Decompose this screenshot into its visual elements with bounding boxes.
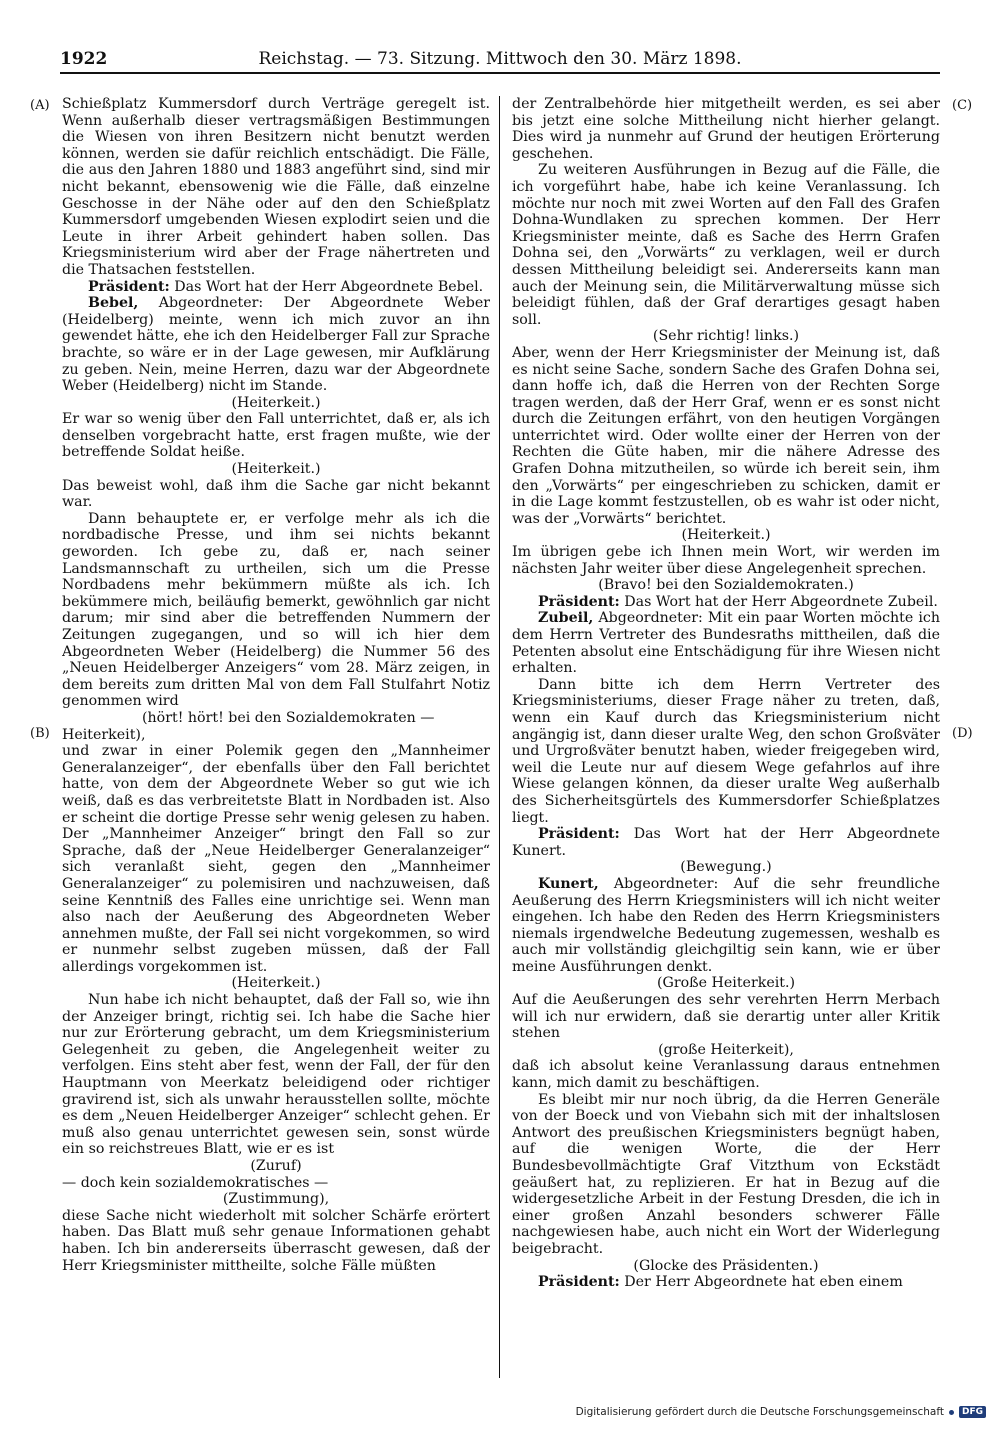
margin-marker-d: (D) (952, 726, 973, 741)
paragraph (512, 527, 940, 544)
paragraph (62, 295, 490, 395)
paragraph (512, 1042, 940, 1059)
paragraph (512, 162, 940, 328)
paragraph-text: der Zentralbehörde hier mitgetheilt werden, es sei aber bis jetzt eine solche Mittheilung nicht hierher gelangt. Dies wird ja nunmehr auf Grund der heutigen Erörterung geschehen. (512, 96, 940, 162)
paragraph-text: — doch kein sozialdemokratisches — (62, 1174, 329, 1191)
speaker-name: Zubeil, (538, 610, 594, 627)
paragraph-text: (hört! hört! bei den Sozialdemokraten — Heiterkeit), (62, 709, 435, 743)
paragraph (512, 1274, 940, 1291)
paragraph (62, 411, 490, 461)
paragraph (512, 328, 940, 345)
paragraph (512, 826, 940, 859)
paragraph-text: (Sehr richtig! links.) (652, 328, 800, 345)
paragraph (512, 1092, 940, 1258)
footer (576, 1406, 986, 1418)
paragraph (62, 1208, 490, 1274)
paragraph (62, 395, 490, 412)
separator-dot-icon (949, 1410, 954, 1415)
paragraph (512, 876, 940, 976)
margin-marker-a: (A) (30, 98, 50, 113)
paragraph (512, 610, 940, 676)
paragraph-text: Abgeordneter: Mit ein paar Worten möchte ich dem Herrn Vertreter des Bundesraths mittheilen, daß die Petenten absolut eine Entschädigung für ihre Wiesen nicht erhalten. (512, 610, 940, 677)
paragraph-text: Er war so wenig über den Fall unterrichtet, daß er, als ich denselben vorgebracht hatte, erst fragen mußte, wie der betreffende Soldat heiße. (62, 411, 490, 461)
paragraph (512, 1058, 940, 1091)
paragraph-text: Das Wort hat der Herr Abgeordnete Kunert. (512, 826, 940, 859)
paragraph (512, 594, 940, 611)
paragraph-text: Dann behauptete er, er verfolge mehr als ich die nordbadische Presse, und ihm sei nichts bekannt geworden. Ich gebe zu, daß er, nach seiner Landsmannschaft zu urtheilen, sich um die Presse Nordbadens mehr bekümmern müßte als ich. Ich bekümmere mich, beiläufig bemerkt, gewöhnlich gar nicht darum; mir sind aber die betreffenden Nummern der Zeitungen zugegangen, und so will ich hier dem Abgeordneten Weber (Heidelberg) die Nummer 56 des „Neuen Heidelberger Anzeigers“ vom 28. März zeigen, in dem bereits zum dritten Mal von dem Fall Stulfahrt Notiz genommen wird (62, 510, 490, 710)
paragraph (512, 1258, 940, 1275)
paragraph-text: Nun habe ich nicht behauptet, daß der Fall so, wie ihn der Anzeiger bringt, richtig sei. Ich habe die Sache hier nur zur Erörterung gebracht, um dem Kriegsministerium Gelegenheit zu geben, die Angelegenheit weiter zu verfolgen. Eins steht aber fest, wenn der Fall, der für den Hauptmann von Meerkatz beleidigend oder richtiger gravirend ist, sich als unwahr herausstellen sollte, möchte es dem „Neuen Heidelberger Anzeiger“ schlecht gehen. Er muß also genau unterrichtet gewesen sein, sonst würde ein so reichstreues Blatt, wie er es ist (62, 992, 490, 1158)
dfg-logo: DFG (959, 1406, 986, 1418)
paragraph-text: Das Wort hat der Herr Abgeordnete Zubeil. (619, 593, 938, 610)
paragraph-text: Der Herr Abgeordnete hat eben einem (619, 1274, 903, 1291)
paragraph (62, 478, 490, 511)
paragraph (62, 1175, 490, 1192)
column-divider (499, 96, 500, 1378)
paragraph-text: Zu weiteren Ausführungen in Bezug auf die Fälle, die ich vorgeführt habe, habe ich keine Veranlassung. Ich möchte nur noch mit zwei Worten auf den Fall des Grafen Dohna-Wundlaken zu sprechen kommen. Der Herr Kriegsminister meinte, daß es Sache des Herrn Grafen Dohna sei, den „Vorwärts“ zu verklagen, weil er durch dessen Mittheilung beleidigt sei. Andererseits kann man auch der Meinung sein, die Militärverwaltung müsse sich beleidigt fühlen, daß der Graf derartiges gesagt haben soll. (512, 162, 940, 328)
paragraph (62, 1191, 490, 1208)
paragraph-text: Abgeordneter: Der Abgeordnete Weber (Heidelberg) meinte, wenn ich mich zuvor an ihn gewendet hätte, ehe ich den Heidelberger Fall zur Sprache brachte, so wäre er in der Lage gewesen, mir Aufklärung zu geben. Nein, meine Herren, dazu war der Abgeordnete Weber (Heidelberg) nicht im Stande. (62, 295, 490, 395)
paragraph (512, 96, 940, 162)
paragraph-text: (Glocke des Präsidenten.) (633, 1257, 819, 1274)
speaker-name: Präsident: (538, 826, 620, 843)
paragraph (512, 975, 940, 992)
right-column (512, 96, 940, 1378)
margin-marker-c: (C) (952, 98, 973, 113)
paragraph (512, 859, 940, 876)
paragraph-text: Dann bitte ich dem Herrn Vertreter des Kriegsministeriums, dieser Frage näher zu treten, daß, wenn ein Kauf durch das Kriegsministerium nicht angängig ist, dann dieser uralte Weg, den schon Großväter und Urgroßväter benutzt haben, wieder freigegeben wird, weil die Leute nur auf diesem Wege gefahrlos auf ihre Wiese gelangen können, da dieser uralte Weg außerhalb des Sicherheitsgürtels des Kummersdorfer Schießplatzes liegt. (512, 676, 940, 826)
paragraph-text: (Bravo! bei den Sozialdemokraten.) (598, 577, 854, 594)
paragraph-text: Das beweist wohl, daß ihm die Sache gar nicht bekannt war. (62, 477, 490, 511)
paragraph-text: Aber, wenn der Herr Kriegsminister der Meinung ist, daß es nicht seine Sache, sondern Sache des Grafen Dohna sei, dann hoffe ich, daß die Herren von der Rechten Sorge tragen werden, daß der Herr Graf, wenn er es sonst nicht durch die Zeitungen erfährt, von den heutigen Vorgängen unterrichtet wird. Oder wollte einer der Herren von der Rechten die Güte haben, mir die nähere Adresse des Grafen Dohna mitzutheilen, so würde ich bereit sein, ihm den „Vorwärts“ per eingeschrieben zu schicken, damit er in die Lage kommt festzustellen, ob es wahr ist oder nicht, was der „Vorwärts“ berichtet. (512, 344, 940, 527)
paragraph (512, 345, 940, 528)
left-column (62, 96, 490, 1378)
paragraph-text: Das Wort hat der Herr Abgeordnete Bebel. (169, 278, 484, 295)
paragraph (512, 677, 940, 826)
paragraph-text: (Große Heiterkeit.) (656, 975, 796, 992)
paragraph-text: diese Sache nicht wiederholt mit solcher Schärfe erörtert haben. Das Blatt muß sehr genaue Informationen gehabt haben. Ich bin andererseits überrascht gewesen, daß der Herr Kriegsminister mittheilte, solche Fälle müßten (62, 1207, 490, 1274)
paragraph-text: (Zuruf) (250, 1158, 302, 1174)
paragraph-text: (Heiterkeit.) (231, 975, 321, 992)
paragraph-text: (große Heiterkeit), (658, 1041, 794, 1058)
paragraph (62, 992, 490, 1158)
paragraph-text: (Bewegung.) (680, 859, 772, 876)
paragraph (512, 992, 940, 1042)
speaker-name: Präsident: (538, 593, 620, 610)
paragraph (62, 1158, 490, 1175)
paragraph (62, 511, 490, 710)
paragraph (62, 96, 490, 279)
speaker-name: Präsident: (538, 1274, 620, 1291)
speaker-name: Präsident: (88, 278, 170, 295)
paragraph-text: (Zustimmung), (222, 1191, 330, 1208)
speaker-name: Kunert, (538, 875, 599, 892)
paragraph-text: (Heiterkeit.) (231, 461, 321, 478)
footer-credit: Digitalisierung gefördert durch die Deutsche Forschungsgemeinschaft (575, 1406, 944, 1418)
paragraph (512, 577, 940, 594)
paragraph-text: (Heiterkeit.) (231, 394, 321, 411)
page-header (60, 46, 940, 72)
paragraph (512, 544, 940, 577)
running-title: Reichstag. — 73. Sitzung. Mittwoch den 30. März 1898. (258, 49, 742, 69)
paragraph (62, 279, 490, 296)
paragraph-text: Schießplatz Kummersdorf durch Verträge geregelt ist. Wenn außerhalb dieser vertragsmäßigen Bestimmungen die Wiesen von ihren Besitzern nicht benutzt werden können, werden sie dafür reichlich entschädigt. Die Fälle, die aus den Jahren 1880 und 1883 angeführt sind, sind mir nicht bekannt, ebensowenig wie die Fälle, daß einzelne Geschosse in der Nähe oder auf den den Schießplatz Kummersdorf umgebenden Wiesen explodirt seien und die Leute in ihrer Arbeit gehindert haben sollen. Das Kriegsministerium wird aber der Frage nähertreten und die Thatsachen feststellen. (62, 96, 490, 278)
paragraph-text: Abgeordneter: Auf die sehr freundliche Aeußerung des Herrn Kriegsministers will ich nicht weiter eingehen. Ich habe den Reden des Herrn Kriegsministers niemals irgendwelche Bedeutung zugemessen, weshalb es auch mir vollständig gleichgiltig sein kann, wie er über meine Ausführungen denkt. (512, 875, 940, 975)
paragraph-text: (Heiterkeit.) (681, 527, 771, 544)
paragraph (62, 710, 490, 743)
speaker-name: Bebel, (88, 295, 139, 312)
paragraph-text: Im übrigen gebe ich Ihnen mein Wort, wir werden im nächsten Jahr weiter über diese Angelegenheit sprechen. (512, 544, 940, 577)
header-rule (60, 72, 940, 74)
paragraph-text: daß ich absolut keine Veranlassung daraus entnehmen kann, mich damit zu beschäftigen. (512, 1058, 940, 1092)
paragraph (62, 461, 490, 478)
paragraph-text: Es bleibt mir nur noch übrig, da die Herren Generäle von der Boeck und von Viebahn sich mit der inhaltslosen Antwort des preußischen Kriegsministers begnügt haben, auf die wenigen Worte, die der Herr Bundesbevollmächtigte Graf Vitzthum von Eckstädt geäußert hat, zu replizieren. Er hat in Bezug auf die widergesetzliche Arbeit in der Festung Dresden, die ich in einer großen Anzahl besonders schwerer Fälle nachgewiesen habe, auch nicht ein Wort der Widerlegung beigebracht. (512, 1091, 940, 1257)
paragraph (62, 975, 490, 992)
paragraph-text: und zwar in einer Polemik gegen den „Mannheimer Generalanzeiger“, der ebenfalls über den Fall berichtet hatte, von dem der Abgeordnete Weber so gut wie ich weiß, daß es das verbreitetste Blatt in Nordbaden ist. Also er scheint die dortige Presse sehr wenig gelesen zu haben. Der „Mannheimer Anzeiger“ bringt den Fall so zur Sprache, daß der „Neue Heidelberger Generalanzeiger“ sich veranlaßt sieht, gegen den „Mannheimer Generalanzeiger“ zu polemisiren und nachzuweisen, daß seine Kenntniß des Falles eine unrichtige sei. Wenn man also nach der Aeußerung des Abgeordneten Weber annehmen mußte, der Fall sei nicht vorgekommen, so wird er nunmehr selbst zugeben müssen, daß der Fall allerdings vorgekommen ist. (62, 743, 490, 975)
page-number: 1922 (60, 49, 108, 69)
paragraph (62, 743, 490, 975)
paragraph-text: Auf die Aeußerungen des sehr verehrten Herrn Merbach will ich nur erwidern, daß sie derartig unter aller Kritik stehen (512, 992, 940, 1042)
margin-marker-b: (B) (30, 726, 50, 741)
